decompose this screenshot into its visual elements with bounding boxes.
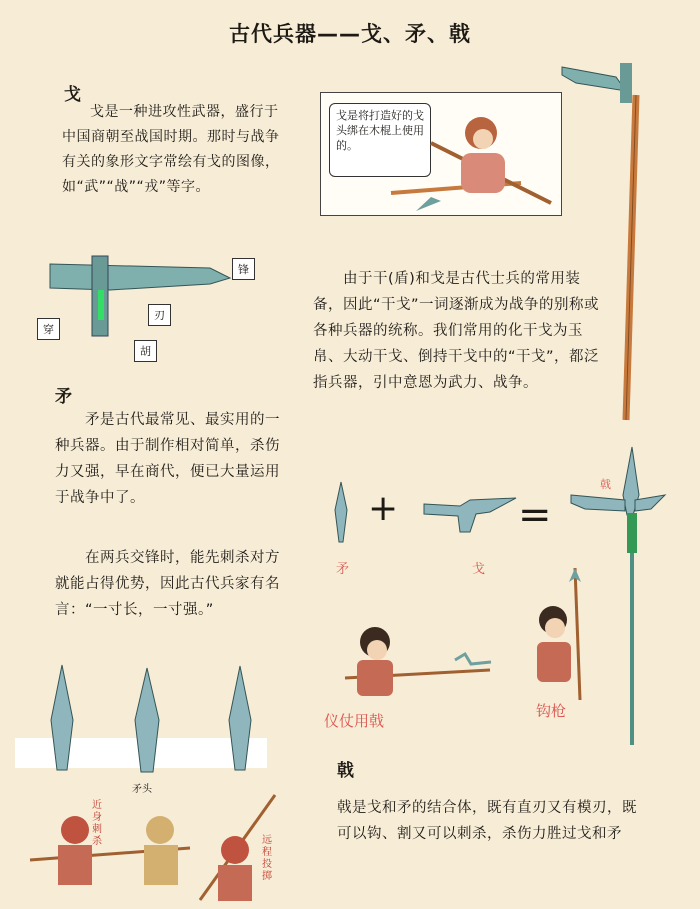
- spearheads-illustration: [15, 660, 275, 780]
- soldier-tying-ge-illustration: [321, 93, 561, 215]
- ji-soldiers-illustration: [325, 560, 615, 710]
- label-mao: 矛: [336, 562, 350, 577]
- ge-head-icon: [420, 492, 520, 552]
- speech-bubble: 戈是将打造好的戈头绑在木棍上使用的。: [329, 103, 431, 177]
- label-ji: 戟: [600, 478, 611, 491]
- label-far-throw: 远程投掷: [262, 835, 272, 882]
- spearheads-caption: 矛头: [132, 784, 152, 795]
- label-ren: 刃: [148, 304, 171, 326]
- gange-paragraph: 由于干(盾)和戈是古代士兵的常用装备，因此“干戈”一词逐渐成为战争的别称或各种兵器的统称。我们常用的化干戈为玉帛、大动干戈、倒持干戈中的“干戈”，都泛指兵器，引中意恩为武力、战争。: [313, 271, 600, 391]
- label-near-stab: 近身刺杀: [92, 800, 102, 847]
- mao-paragraph-1: 矛是古代最常见、最实用的一种兵器。由于制作相对简单，杀伤力又强，早在商代，便已大量运用于战争中了。: [55, 412, 280, 506]
- label-chuan: 穿: [37, 318, 60, 340]
- label-ceremonial-ji: 仪仗用戟: [324, 712, 385, 730]
- label-hu: 胡: [134, 340, 157, 362]
- ji-heading: 戟: [337, 761, 354, 781]
- mao-heading: 矛: [55, 387, 72, 407]
- page-title: 古代兵器——戈、矛、戟: [229, 22, 471, 46]
- label-ge: 戈: [472, 562, 486, 577]
- spear-soldiers-illustration: [20, 790, 290, 905]
- comic-panel: [320, 92, 562, 216]
- label-feng: 锋: [232, 258, 255, 280]
- mao-paragraph-2: 在两兵交锋时，能先刺杀对方就能占得优势，因此古代兵家有名言：“一寸长，一寸强。”: [55, 550, 280, 618]
- ge-paragraph: 戈是一种进攻性武器，盛行于中国商朝至战国时期。那时与战争有关的象形文字常绘有戈的图像，如“武”“战”“戎”等字。: [62, 104, 280, 195]
- label-hook-spear: 钩枪: [536, 702, 567, 720]
- ji-paragraph: 戟是戈和矛的结合体，既有直刃又有模刃，既可以钩、割又可以刺杀，杀伤力胜过戈和矛: [337, 800, 637, 842]
- ge-heading: 戈: [64, 85, 81, 105]
- equals-sign: =: [518, 492, 552, 538]
- plus-sign: +: [368, 488, 399, 529]
